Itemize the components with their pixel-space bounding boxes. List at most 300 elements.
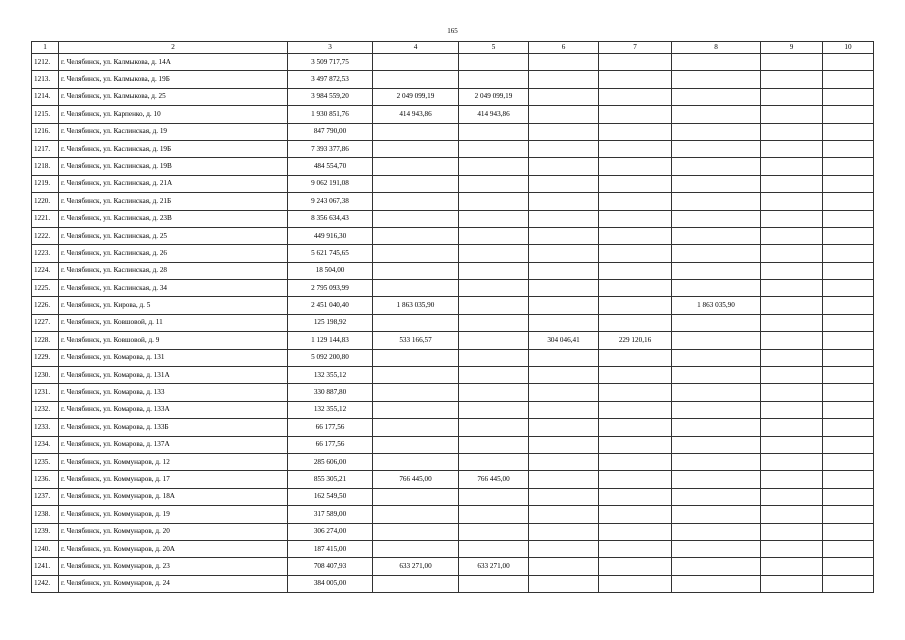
amount-cell: 132 355,12 [288, 401, 373, 418]
amount-cell [529, 158, 599, 175]
row-number-cell: 1230. [32, 367, 59, 384]
amount-cell [761, 210, 823, 227]
amount-cell [823, 575, 874, 592]
amount-cell [599, 488, 672, 505]
address-cell: г. Челябинск, ул. Коммунаров, д. 12 [59, 453, 288, 470]
address-cell: г. Челябинск, ул. Комарова, д. 131А [59, 367, 288, 384]
amount-cell: 229 120,16 [599, 332, 672, 349]
amount-cell [459, 297, 529, 314]
amount-cell [599, 227, 672, 244]
address-cell: г. Челябинск, ул. Комарова, д. 133А [59, 401, 288, 418]
amount-cell [599, 210, 672, 227]
amount-cell [761, 419, 823, 436]
amount-cell [761, 140, 823, 157]
amount-cell [599, 558, 672, 575]
amount-cell: 708 407,93 [288, 558, 373, 575]
address-cell: г. Челябинск, ул. Каслинская, д. 26 [59, 245, 288, 262]
amount-cell [599, 453, 672, 470]
amount-cell [823, 471, 874, 488]
amount-cell [373, 280, 459, 297]
amount-cell [373, 453, 459, 470]
amount-cell: 2 049 099,19 [373, 88, 459, 105]
table-row [32, 158, 874, 175]
amount-cell [373, 488, 459, 505]
amount-cell [761, 314, 823, 331]
amount-cell [823, 419, 874, 436]
amount-cell [672, 488, 761, 505]
amount-cell [672, 106, 761, 123]
amount-cell [599, 140, 672, 157]
row-number-cell: 1241. [32, 558, 59, 575]
amount-cell [459, 384, 529, 401]
amount-cell [529, 471, 599, 488]
amount-cell [672, 280, 761, 297]
amount-cell: 1 863 035,90 [672, 297, 761, 314]
amount-cell [761, 471, 823, 488]
amount-cell [459, 436, 529, 453]
amount-cell [373, 384, 459, 401]
address-cell: г. Челябинск, ул. Комарова, д. 133 [59, 384, 288, 401]
amount-cell [529, 488, 599, 505]
amount-cell [599, 71, 672, 88]
amount-cell [761, 540, 823, 557]
amount-cell [761, 523, 823, 540]
amount-cell [459, 453, 529, 470]
amount-cell [373, 575, 459, 592]
amount-cell [459, 245, 529, 262]
amount-cell [529, 523, 599, 540]
table-row [32, 227, 874, 244]
row-number-cell: 1222. [32, 227, 59, 244]
column-header: 8 [672, 42, 761, 54]
amount-cell [672, 245, 761, 262]
column-header: 3 [288, 42, 373, 54]
column-header: 2 [59, 42, 288, 54]
amount-cell: 317 589,00 [288, 506, 373, 523]
amount-cell [599, 106, 672, 123]
amount-cell [529, 280, 599, 297]
amount-cell: 5 621 745,65 [288, 245, 373, 262]
amount-cell [672, 436, 761, 453]
row-number-cell: 1219. [32, 175, 59, 192]
row-number-cell: 1215. [32, 106, 59, 123]
table-row [32, 488, 874, 505]
amount-cell: 304 046,41 [529, 332, 599, 349]
address-cell: г. Челябинск, ул. Коммунаров, д. 23 [59, 558, 288, 575]
address-cell: г. Челябинск, ул. Комарова, д. 133Б [59, 419, 288, 436]
amount-cell: 9 062 191,08 [288, 175, 373, 192]
amount-cell [529, 436, 599, 453]
amount-cell [529, 88, 599, 105]
amount-cell [373, 401, 459, 418]
amount-cell [599, 367, 672, 384]
row-number-cell: 1242. [32, 575, 59, 592]
amount-cell [529, 227, 599, 244]
amount-cell [599, 88, 672, 105]
amount-cell: 384 005,00 [288, 575, 373, 592]
amount-cell [599, 262, 672, 279]
amount-cell [459, 140, 529, 157]
amount-cell [373, 314, 459, 331]
row-number-cell: 1226. [32, 297, 59, 314]
amount-cell [459, 158, 529, 175]
header-row [32, 42, 874, 54]
amount-cell [672, 349, 761, 366]
amount-cell: 414 943,86 [459, 106, 529, 123]
table-row [32, 384, 874, 401]
row-number-cell: 1240. [32, 540, 59, 557]
amount-cell [373, 245, 459, 262]
address-cell: г. Челябинск, ул. Каслинская, д. 19 [59, 123, 288, 140]
table-row [32, 540, 874, 557]
address-cell: г. Челябинск, ул. Каслинская, д. 23В [59, 210, 288, 227]
amount-cell [529, 575, 599, 592]
amount-cell: 162 549,50 [288, 488, 373, 505]
amount-cell: 766 445,00 [373, 471, 459, 488]
amount-cell [529, 367, 599, 384]
row-number-cell: 1233. [32, 419, 59, 436]
amount-cell [459, 401, 529, 418]
address-cell: г. Челябинск, ул. Комарова, д. 131 [59, 349, 288, 366]
amount-cell: 484 554,70 [288, 158, 373, 175]
address-cell: г. Челябинск, ул. Калмыкова, д. 19Б [59, 71, 288, 88]
amount-cell: 414 943,86 [373, 106, 459, 123]
amount-cell [761, 245, 823, 262]
amount-cell [373, 71, 459, 88]
amount-cell: 1 863 035,90 [373, 297, 459, 314]
table-row [32, 314, 874, 331]
amount-cell [672, 54, 761, 71]
amount-cell [672, 88, 761, 105]
amount-cell [529, 384, 599, 401]
amount-cell [761, 575, 823, 592]
amount-cell: 1 129 144,83 [288, 332, 373, 349]
amount-cell: 766 445,00 [459, 471, 529, 488]
amount-cell: 285 606,00 [288, 453, 373, 470]
amount-cell [672, 558, 761, 575]
amount-cell [459, 54, 529, 71]
table-row [32, 523, 874, 540]
row-number-cell: 1213. [32, 71, 59, 88]
amount-cell [672, 575, 761, 592]
amount-cell: 2 451 040,40 [288, 297, 373, 314]
address-cell: г. Челябинск, ул. Каслинская, д. 21Б [59, 193, 288, 210]
amount-cell [373, 227, 459, 244]
amount-cell [529, 349, 599, 366]
amount-cell [529, 140, 599, 157]
amount-cell [459, 175, 529, 192]
column-header: 10 [823, 42, 874, 54]
amount-cell [823, 367, 874, 384]
amount-cell: 8 356 634,43 [288, 210, 373, 227]
row-number-cell: 1220. [32, 193, 59, 210]
table-row [32, 558, 874, 575]
amount-cell [529, 506, 599, 523]
amount-cell [823, 384, 874, 401]
table-row [32, 123, 874, 140]
amount-cell [529, 297, 599, 314]
amount-cell [672, 506, 761, 523]
amount-cell [373, 367, 459, 384]
amount-cell [529, 558, 599, 575]
address-cell: г. Челябинск, ул. Каслинская, д. 28 [59, 262, 288, 279]
row-number-cell: 1238. [32, 506, 59, 523]
amount-cell [599, 506, 672, 523]
table-row [32, 280, 874, 297]
table-row [32, 106, 874, 123]
amount-cell [672, 193, 761, 210]
row-number-cell: 1234. [32, 436, 59, 453]
table-row [32, 175, 874, 192]
amount-cell [373, 523, 459, 540]
amount-cell [529, 419, 599, 436]
amount-cell [672, 384, 761, 401]
amount-cell [761, 436, 823, 453]
row-number-cell: 1212. [32, 54, 59, 71]
amount-cell [672, 140, 761, 157]
address-cell: г. Челябинск, ул. Коммунаров, д. 20 [59, 523, 288, 540]
amount-cell [459, 349, 529, 366]
row-number-cell: 1218. [32, 158, 59, 175]
row-number-cell: 1229. [32, 349, 59, 366]
amount-cell [373, 123, 459, 140]
table-row [32, 297, 874, 314]
table-row [32, 332, 874, 349]
amount-cell [823, 314, 874, 331]
amount-cell [672, 453, 761, 470]
amount-cell [823, 54, 874, 71]
amount-cell: 1 930 851,76 [288, 106, 373, 123]
amount-cell [672, 71, 761, 88]
amount-cell [672, 123, 761, 140]
row-number-cell: 1235. [32, 453, 59, 470]
amount-cell: 3 497 872,53 [288, 71, 373, 88]
amount-cell [459, 332, 529, 349]
amount-cell [823, 227, 874, 244]
amount-cell [672, 367, 761, 384]
amount-cell [823, 193, 874, 210]
amount-cell [672, 419, 761, 436]
amount-cell [761, 280, 823, 297]
row-number-cell: 1227. [32, 314, 59, 331]
table-row [32, 436, 874, 453]
amount-cell: 855 305,21 [288, 471, 373, 488]
amount-cell [761, 332, 823, 349]
address-cell: г. Челябинск, ул. Коммунаров, д. 24 [59, 575, 288, 592]
amount-cell [599, 245, 672, 262]
amount-cell [459, 419, 529, 436]
amount-cell [529, 175, 599, 192]
address-cell: г. Челябинск, ул. Калмыкова, д. 14А [59, 54, 288, 71]
amount-cell: 9 243 067,38 [288, 193, 373, 210]
amount-cell [761, 71, 823, 88]
address-cell: г. Челябинск, ул. Каслинская, д. 19Б [59, 140, 288, 157]
amount-cell [823, 106, 874, 123]
amount-cell [599, 419, 672, 436]
amount-cell [599, 193, 672, 210]
address-cell: г. Челябинск, ул. Ковшовой, д. 9 [59, 332, 288, 349]
amount-cell [599, 523, 672, 540]
amount-cell: 187 415,00 [288, 540, 373, 557]
amount-cell [529, 54, 599, 71]
row-number-cell: 1231. [32, 384, 59, 401]
table-row [32, 575, 874, 592]
amount-cell: 132 355,12 [288, 367, 373, 384]
amount-cell [459, 227, 529, 244]
amount-cell [823, 332, 874, 349]
amount-cell [529, 540, 599, 557]
amount-cell [761, 123, 823, 140]
amount-cell [599, 575, 672, 592]
amount-cell [761, 262, 823, 279]
amount-cell [373, 175, 459, 192]
amount-cell [599, 158, 672, 175]
amount-cell [823, 123, 874, 140]
amount-cell [672, 401, 761, 418]
amount-cell [761, 54, 823, 71]
amount-cell [761, 297, 823, 314]
amount-cell [373, 262, 459, 279]
amount-cell [459, 71, 529, 88]
amount-cell [529, 262, 599, 279]
amount-cell [373, 436, 459, 453]
amount-cell [823, 349, 874, 366]
amount-cell [529, 453, 599, 470]
amount-cell [823, 280, 874, 297]
amount-cell [459, 314, 529, 331]
amount-cell [373, 140, 459, 157]
amount-cell: 66 177,56 [288, 436, 373, 453]
amount-cell [373, 349, 459, 366]
amount-cell [823, 210, 874, 227]
amount-cell [599, 54, 672, 71]
table-row [32, 88, 874, 105]
page-number: 165 [447, 27, 458, 35]
amount-cell: 449 916,30 [288, 227, 373, 244]
table-row [32, 471, 874, 488]
amount-cell: 330 887,80 [288, 384, 373, 401]
amount-cell [459, 367, 529, 384]
amount-cell [761, 453, 823, 470]
amount-cell [599, 314, 672, 331]
row-number-cell: 1232. [32, 401, 59, 418]
amount-cell [823, 175, 874, 192]
amount-cell: 3 509 717,75 [288, 54, 373, 71]
amount-cell: 7 393 377,86 [288, 140, 373, 157]
amount-cell [672, 210, 761, 227]
address-cell: г. Челябинск, ул. Каслинская, д. 25 [59, 227, 288, 244]
amount-cell [761, 506, 823, 523]
amount-cell: 5 092 200,80 [288, 349, 373, 366]
amount-cell: 125 198,92 [288, 314, 373, 331]
amount-cell [823, 558, 874, 575]
amount-cell [672, 523, 761, 540]
amount-cell [459, 262, 529, 279]
amount-cell [823, 245, 874, 262]
amount-cell [672, 332, 761, 349]
amount-cell [459, 123, 529, 140]
amount-cell [373, 506, 459, 523]
address-cell: г. Челябинск, ул. Калмыкова, д. 25 [59, 88, 288, 105]
table-row [32, 71, 874, 88]
amount-cell [672, 262, 761, 279]
amount-cell [761, 558, 823, 575]
table-row [32, 506, 874, 523]
amount-cell: 847 790,00 [288, 123, 373, 140]
amount-cell [599, 471, 672, 488]
amount-cell [823, 401, 874, 418]
amount-cell [599, 123, 672, 140]
address-cell: г. Челябинск, ул. Комарова, д. 137А [59, 436, 288, 453]
table-row [32, 193, 874, 210]
row-number-cell: 1239. [32, 523, 59, 540]
address-cell: г. Челябинск, ул. Ковшовой, д. 11 [59, 314, 288, 331]
row-number-cell: 1217. [32, 140, 59, 157]
amount-cell [599, 540, 672, 557]
amount-cell [459, 193, 529, 210]
amount-cell: 3 984 559,20 [288, 88, 373, 105]
address-cell: г. Челябинск, ул. Каслинская, д. 34 [59, 280, 288, 297]
amount-cell [459, 506, 529, 523]
amount-cell [373, 419, 459, 436]
amount-cell [761, 384, 823, 401]
amount-cell [761, 227, 823, 244]
amount-cell [459, 523, 529, 540]
table-row [32, 401, 874, 418]
amount-cell: 633 271,00 [459, 558, 529, 575]
amount-cell [529, 106, 599, 123]
amount-cell [672, 227, 761, 244]
amount-cell [823, 262, 874, 279]
amount-cell [823, 71, 874, 88]
amount-cell [823, 158, 874, 175]
amount-cell [672, 175, 761, 192]
row-number-cell: 1223. [32, 245, 59, 262]
amount-cell [761, 401, 823, 418]
amount-cell [529, 314, 599, 331]
amount-cell [761, 367, 823, 384]
amount-cell [373, 54, 459, 71]
amount-cell [823, 488, 874, 505]
amount-cell [761, 193, 823, 210]
table-row [32, 210, 874, 227]
amount-cell [459, 280, 529, 297]
table-row [32, 262, 874, 279]
row-number-cell: 1237. [32, 488, 59, 505]
row-number-cell: 1224. [32, 262, 59, 279]
amount-cell: 18 504,00 [288, 262, 373, 279]
table-row [32, 367, 874, 384]
amount-cell [823, 140, 874, 157]
amount-cell [459, 540, 529, 557]
amount-cell [529, 210, 599, 227]
amount-cell [599, 384, 672, 401]
amount-cell [672, 158, 761, 175]
amount-cell: 306 274,00 [288, 523, 373, 540]
amount-cell [373, 193, 459, 210]
amount-cell [761, 349, 823, 366]
amount-cell [823, 88, 874, 105]
amount-cell [823, 506, 874, 523]
table-row [32, 140, 874, 157]
amount-cell [672, 314, 761, 331]
address-cell: г. Челябинск, ул. Коммунаров, д. 20А [59, 540, 288, 557]
amount-cell [761, 175, 823, 192]
amount-cell [529, 193, 599, 210]
address-cell: г. Челябинск, ул. Коммунаров, д. 17 [59, 471, 288, 488]
amount-cell [823, 540, 874, 557]
amount-cell [373, 210, 459, 227]
